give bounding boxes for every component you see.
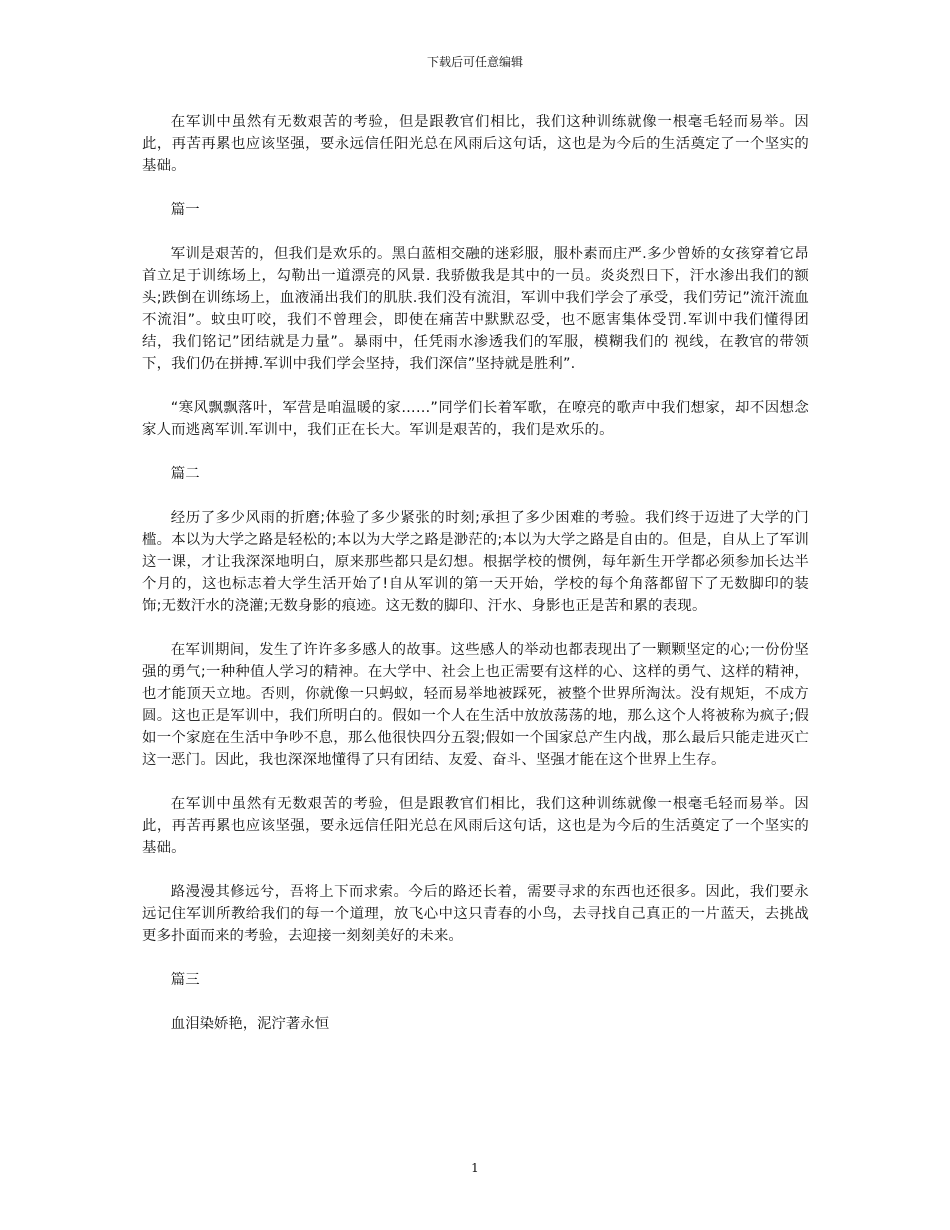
document-body <box>142 111 809 1057</box>
section-heading-3: 篇三 <box>170 972 200 988</box>
page-header: 下载后可任意编辑 <box>426 55 523 69</box>
section-heading-2: 篇二 <box>170 466 200 482</box>
section-subtitle: 血泪染娇艳，泥泞著永恒 <box>170 1016 330 1032</box>
paragraph-5: 在军训中虽然有无数艰苦的考验，但是跟教官们相比，我们这种训练就像一根毫毛轻而易举。因此，再苦再累也应该坚强，要永远信任阳光总在风雨后这句话，这也是为今后的生活奠定了一个坚实的基础。 <box>142 796 809 856</box>
paragraph-6: 路漫漫其修远兮，吾将上下而求索。今后的路还长着，需要寻求的东西也还很多。因此，我们要永远记住军训所教给我们的每一个道理，放飞心中这只青春的小鸟，去寻找自己真正的一片蓝天，去挑战更多扑面而来的考验，去迎接一刻刻美好的未来。 <box>142 884 809 944</box>
paragraph-2: “寒风飘飘落叶，军营是咱温暖的家……”同学们长着军歌，在嘹亮的歌声中我们想家，却不因想念家人而逃离军训.军训中，我们正在长大。军训是艰苦的，我们是欢乐的。 <box>142 400 809 438</box>
paragraph-intro: 在军训中虽然有无数艰苦的考验，但是跟教官们相比，我们这种训练就像一根毫毛轻而易举。因此，再苦再累也应该坚强，要永远信任阳光总在风雨后这句话，这也是为今后的生活奠定了一个坚实的基础。 <box>142 114 809 174</box>
paragraph-3: 经历了多少风雨的折磨;体验了多少紧张的时刻;承担了多少困难的考验。我们终于迈进了大学的门槛。本以为大学之路是轻松的;本以为大学之路是渺茫的;本以为大学之路是自由的。但是，自从上了军训这一课，才让我深深地明白，原来那些都只是幻想。根据学校的惯例，每年新生开学都必须参加长达半个月的，这也标志着大学生活开始了!自从军训的第一天开始，学校的每个角落都留下了无数脚印的装饰;无数汗水的浇灌;无数身影的痕迹。这无数的脚印、汗水、身影也正是苦和累的表现。 <box>142 510 809 614</box>
paragraph-4: 在军训期间，发生了许许多多感人的故事。这些感人的举动也都表现出了一颗颗坚定的心;一份份坚强的勇气;一种种值人学习的精神。在大学中、社会上也正需要有这样的心、这样的勇气、这样的精神，也才能顶天立地。否则，你就像一只蚂蚁，轻而易举地被踩死，被整个世界所淘汰。没有规矩，不成方圆。这也正是军训中，我们所明白的。假如一个人在生活中放放荡荡的地，那么这个人将被称为疯子;假如一个家庭在生活中争吵不息，那么他很快四分五裂;假如一个国家总产生内战，那么最后只能走进灭亡这一恶门。因此，我也深深地懂得了只有团结、友爱、奋斗、坚强才能在这个世界上生存。 <box>142 642 809 768</box>
paragraph-1: 军训是艰苦的，但我们是欢乐的。黑白蓝相交融的迷彩服，服朴素而庄严.多少曾娇的女孩穿着它昂首立足于训练场上，勾勒出一道漂亮的风景. 我骄傲我是其中的一员。炎炎烈日下，汗水渗出我们的额头;跌倒在训练场上，血液涌出我们的肌肤.我们没有流泪，军训中我们学会了承受，我们劳记”流汗流血不流泪”。蚊虫叮咬，我们不曾理会，即使在痛苦中默默忍受，也不愿害集体受罚.军训中我们懂得团结，我们铭记”团结就是力量”。暴雨中，任凭雨水渗透我们的军服，模糊我们的 视线，在教官的带领下，我们仍在拼搏.军训中我们学会坚持，我们深信”坚持就是胜利”. <box>142 246 810 372</box>
page-number: 1 <box>471 1161 479 1175</box>
section-heading-1: 篇一 <box>170 202 200 218</box>
